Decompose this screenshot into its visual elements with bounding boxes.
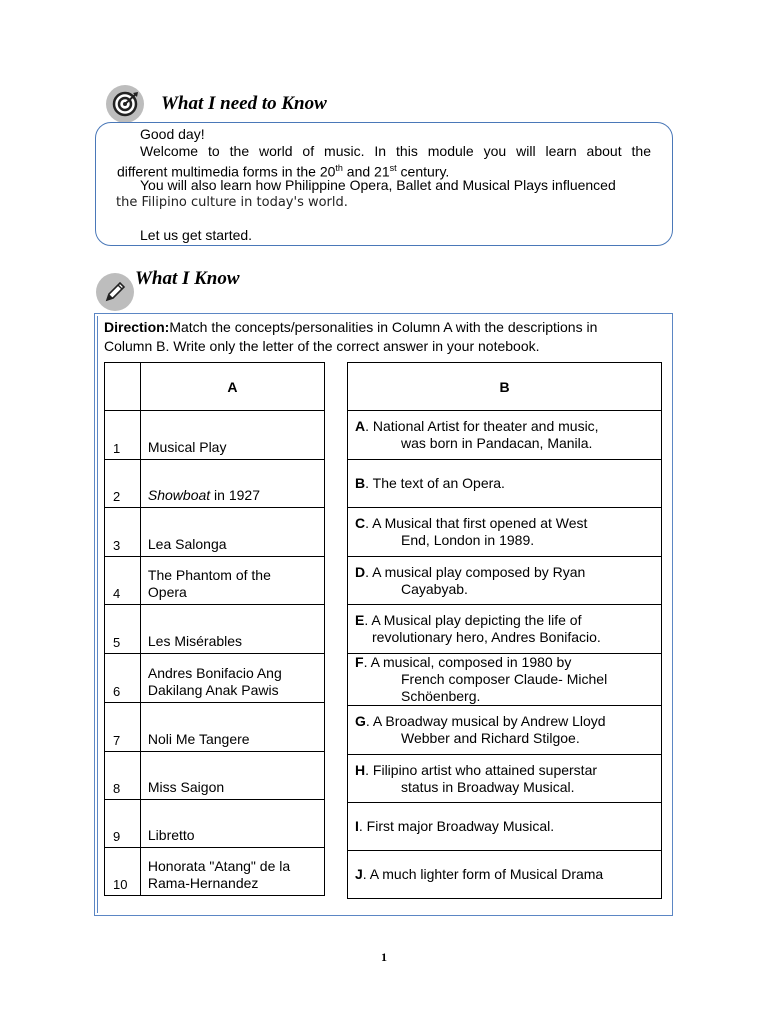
table-row: C. A Musical that first opened at West End, London in 1989. (348, 508, 662, 557)
intro-welcome: Welcome to the world of music. In this module you will learn about the (140, 143, 651, 159)
column-b-header: B (348, 363, 662, 411)
table-row: E. A Musical play depicting the life of revolutionary hero, Andres Bonifacio. (348, 605, 662, 654)
intro-culture: the Filipino culture in today's world. (116, 195, 348, 210)
table-row: I. First major Broadway Musical. (348, 803, 662, 851)
table-row: 5 Les Misérables (105, 605, 325, 654)
intro-start: Let us get started. (140, 227, 253, 243)
target-icon (106, 85, 144, 123)
pencil-icon (96, 273, 134, 311)
table-row: 6 Andres Bonifacio Ang Dakilang Anak Pawis (105, 654, 325, 703)
table-row: F. A musical, composed in 1980 by French composer Claude- Michel Schöenberg. (348, 654, 662, 706)
table-row: 10 Honorata "Atang" de la Rama-Hernandez (105, 848, 325, 896)
table-row: J. A much lighter form of Musical Drama (348, 851, 662, 899)
intro-multimedia: different multimedia forms in the 20th and 21st century. (117, 163, 450, 180)
column-a-table (104, 362, 325, 896)
intro-greeting: Good day! (140, 126, 205, 142)
table-row: 9 Libretto (105, 800, 325, 848)
section-title-what-i-know: What I Know (135, 268, 240, 289)
table-row: G. A Broadway musical by Andrew Lloyd Webber and Richard Stilgoe. (348, 706, 662, 755)
section-title-need-to-know: What I need to Know (161, 93, 327, 114)
column-a-header: A (140, 363, 324, 411)
intro-learn: You will also learn how Philippine Opera, Ballet and Musical Plays influenced (140, 177, 616, 193)
table-row: A. National Artist for theater and music, was born in Pandacan, Manila. (348, 411, 662, 460)
column-b-table (347, 362, 662, 899)
table-row: B. The text of an Opera. (348, 460, 662, 508)
table-row: 3 Lea Salonga (105, 508, 325, 557)
page-number: 1 (381, 950, 387, 964)
table-row: 1 Musical Play (105, 411, 325, 460)
table-row: 8 Miss Saigon (105, 752, 325, 800)
table-row: 2 Showboat in 1927 (105, 460, 325, 508)
table-row: 7 Noli Me Tangere (105, 703, 325, 752)
table-row: D. A musical play composed by Ryan Cayabyab. (348, 557, 662, 605)
direction-text: Direction:Match the concepts/personalities in Column A with the descriptions in Column B. Write only the letter of the correct answer in your notebook. (104, 319, 598, 354)
table-row: 4 The Phantom of the Opera (105, 557, 325, 605)
table-row: H. Filipino artist who attained superstar status in Broadway Musical. (348, 755, 662, 803)
frame-divider (97, 316, 99, 913)
